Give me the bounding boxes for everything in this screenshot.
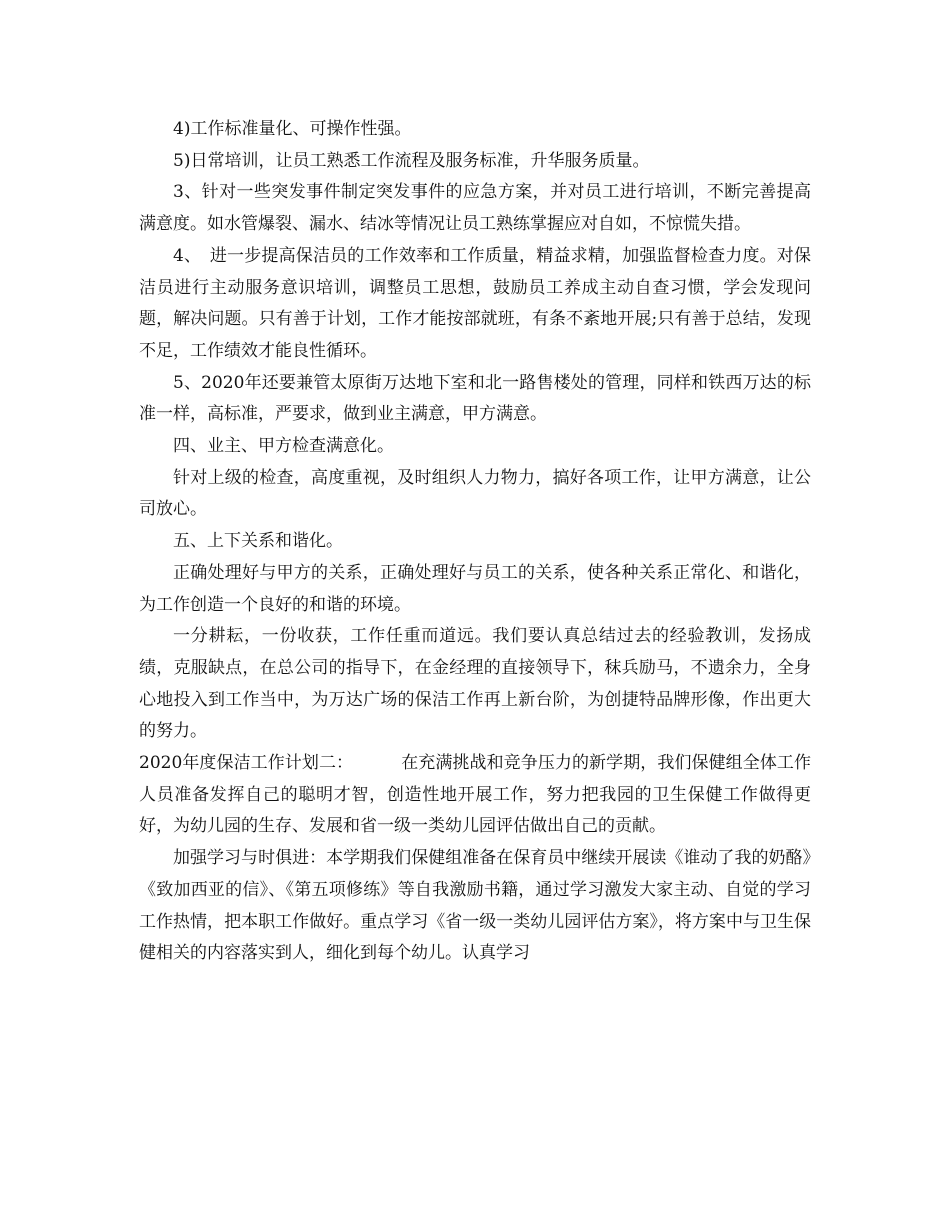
paragraph-study: 加强学习与时俱进：本学期我们保健组准备在保育员中继续开展读《谁动了我的奶酪》《致加西亚的信》、《第五项修练》等自我激励书籍，通过学习激发大家主动、自觉的学习工作热情，把本职工作做好。重点学习《省一级一类幼儿园评估方案》，将方案中与卫生保健相关的内容落实到人，细化到每个幼儿。认真学习 [139, 848, 811, 964]
section-heading-inspection-satisfaction: 四、业主、甲方检查满意化。 [173, 436, 394, 457]
document-body [139, 114, 811, 970]
paragraph-daily-training: 5)日常培训，让员工熟悉工作流程及服务标准，升华服务质量。 [173, 150, 650, 171]
plan-two-heading: 2020年度保洁工作计划二： [139, 753, 354, 774]
paragraph-plan-two [139, 748, 811, 843]
paragraph-conclusion: 一分耕耘，一份收获，工作任重而道远。我们要认真总结过去的经验教训，发扬成绩，克服缺点，在总公司的指导下，在金经理的直接领导下，秣兵励马，不遗余力，全身心地投入到工作当中，为万达广场的保洁工作再上新台阶，为创捷特品牌形像，作出更大的努力。 [139, 626, 811, 742]
paragraph-relations: 正确处理好与甲方的关系，正确处理好与员工的关系，使各种关系正常化、和谐化，为工作创造一个良好的和谐的环境。 [139, 562, 811, 615]
paragraph-standard-quantified: 4)工作标准量化、可操作性强。 [173, 119, 412, 139]
section-heading-harmonious-relations: 五、上下关系和谐化。 [173, 531, 343, 552]
plan-two-text: 在充满挑战和竞争压力的新学期，我们保健组全体工作人员准备发挥自己的聪明才智，创造性地开展工作，努力把我园的卫生保健工作做得更好，为幼儿园的生存、发展和省一级一类幼儿园评估做出自己的贡献。 [139, 753, 811, 837]
paragraph-emergency-plan: 3、针对一些突发事件制定突发事件的应急方案，并对员工进行培训，不断完善提高满意度。如水管爆裂、漏水、结冰等情况让员工熟练掌握应对自如，不惊慌失措。 [139, 182, 811, 235]
paragraph-efficiency-quality: 4、 进一步提高保洁员的工作效率和工作质量，精益求精，加强监督检查力度。对保洁员进行主动服务意识培训，调整员工思想，鼓励员工养成主动自查习惯，学会发现问题，解决问题。只有善于计划，工作才能按部就班，有条不紊地开展;只有善于总结，发现不足，工作绩效才能良性循环。 [139, 245, 811, 361]
paragraph-inspection: 针对上级的检查，高度重视，及时组织人力物力，搞好各项工作，让甲方满意，让公司放心。 [139, 467, 811, 520]
paragraph-wanda-management: 5、2020年还要兼管太原街万达地下室和北一路售楼处的管理，同样和铁西万达的标准一样，高标准，严要求，做到业主满意，甲方满意。 [139, 372, 811, 425]
